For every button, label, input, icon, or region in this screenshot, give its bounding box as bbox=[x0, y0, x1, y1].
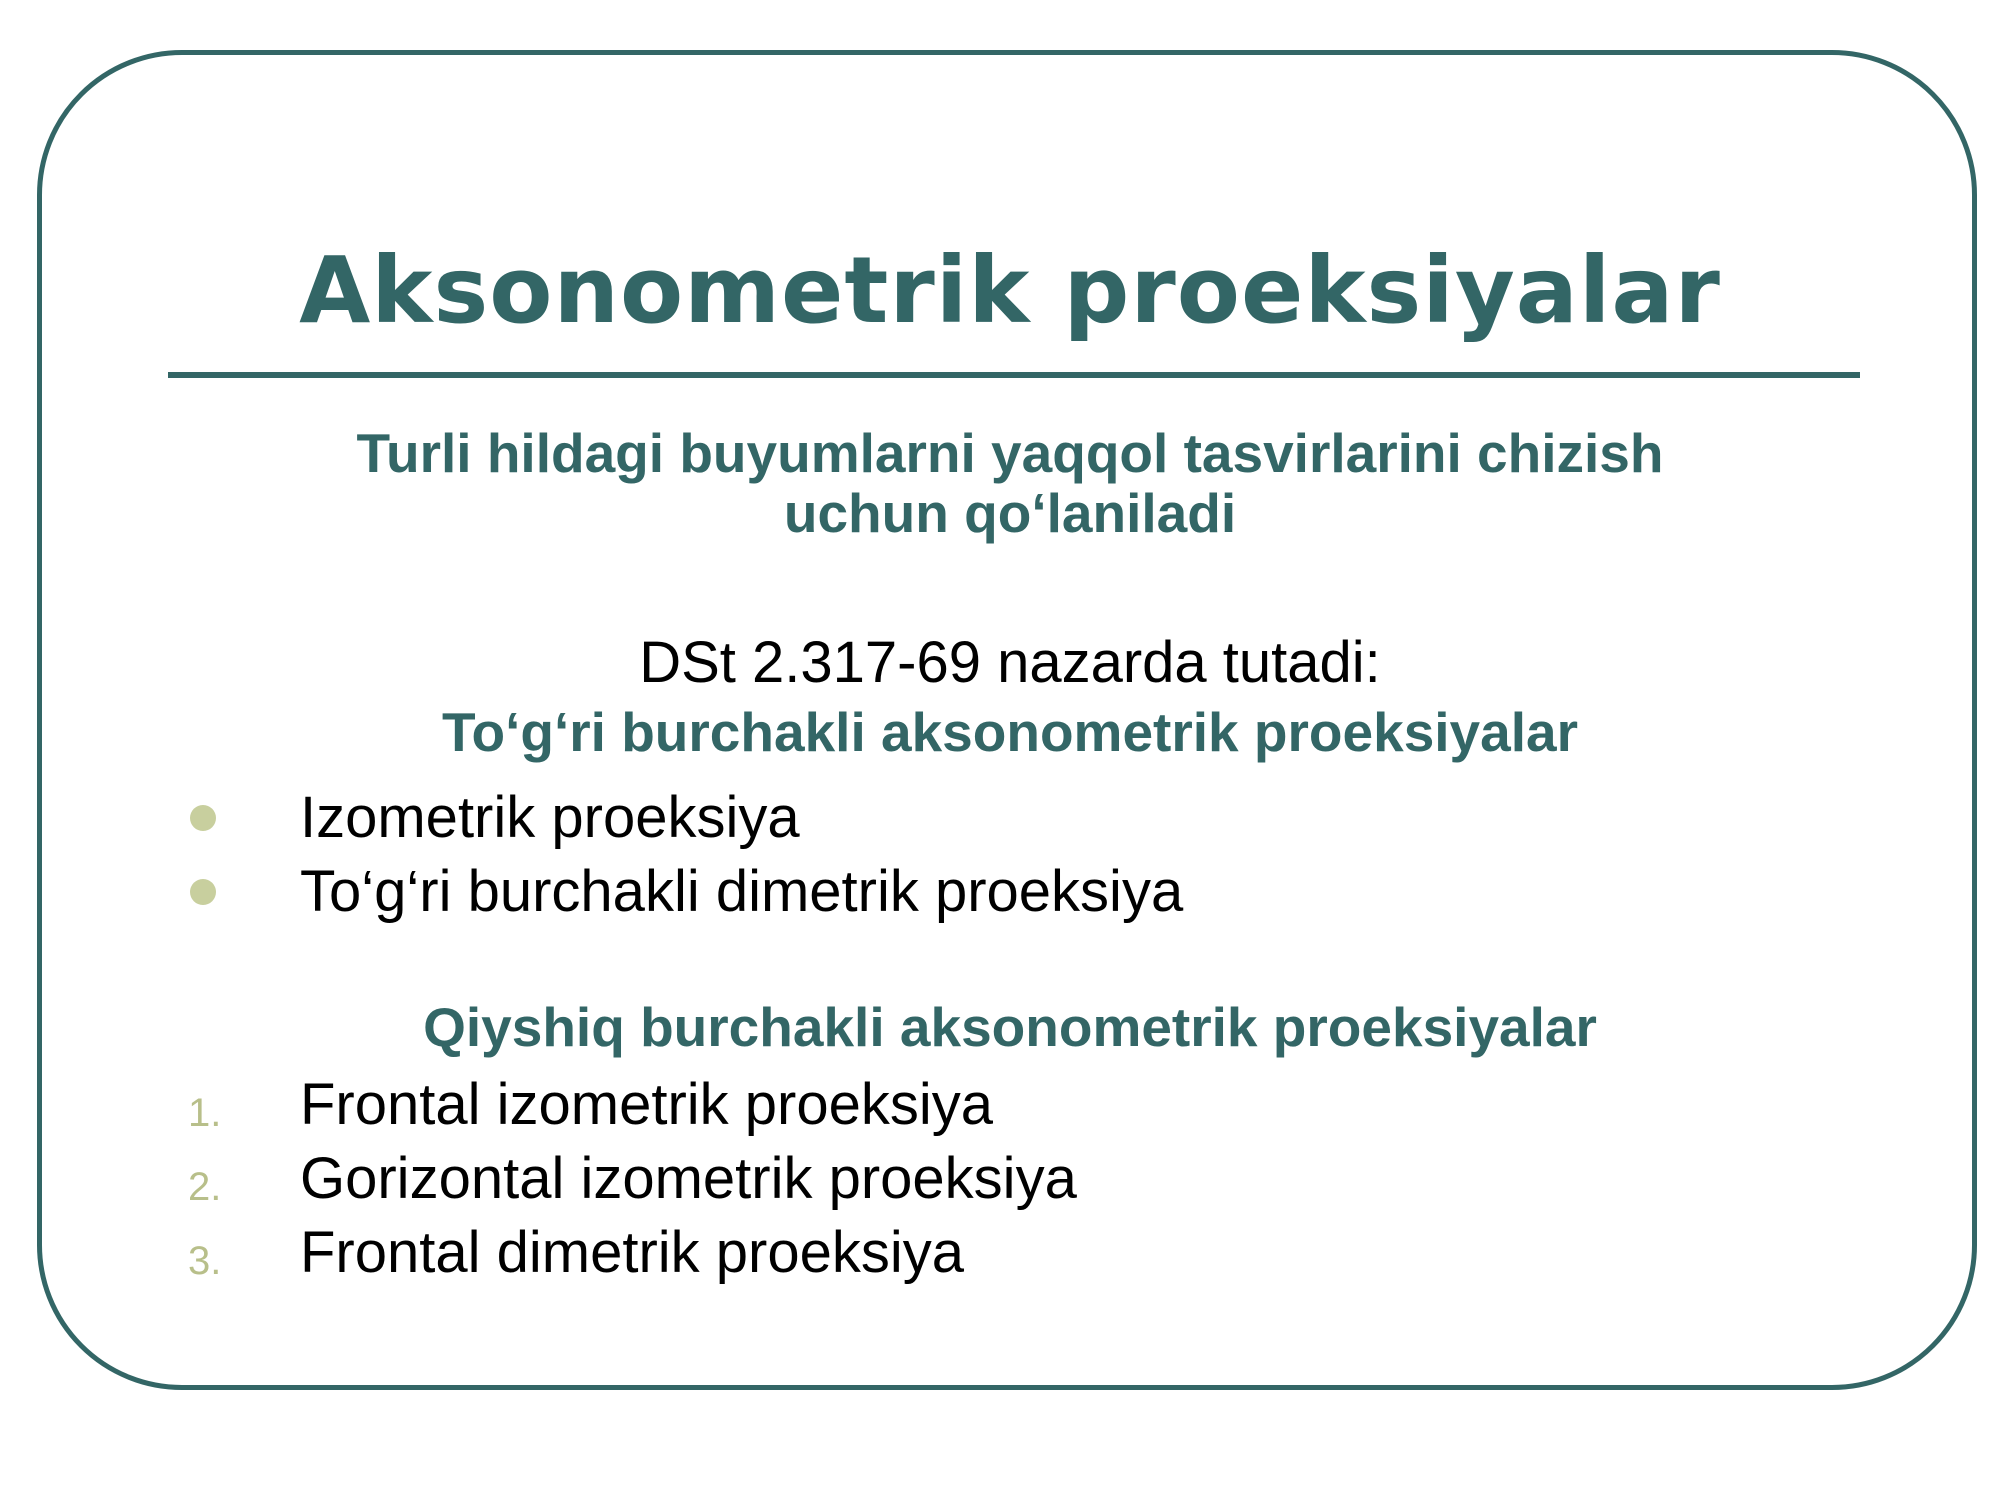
rectangular-section-heading: To‘g‘ri burchakli aksonometrik proeksiyalar bbox=[441, 701, 1579, 763]
list-number: 1. bbox=[188, 1091, 222, 1135]
standard-reference: DSt 2.317-69 nazarda tutadi: bbox=[639, 630, 1381, 695]
list-item: Frontal dimetrik proeksiya bbox=[300, 1220, 964, 1285]
slide-subtitle bbox=[160, 423, 1860, 543]
bullet-icon bbox=[190, 805, 216, 831]
slide-title: Aksonometrik proeksiyalar bbox=[299, 237, 1721, 344]
list-number: 3. bbox=[188, 1239, 222, 1283]
list-item: Gorizontal izometrik proeksiya bbox=[300, 1146, 1077, 1211]
bullet-icon bbox=[190, 879, 216, 905]
oblique-section-heading: Qiyshiq burchakli aksonometrik proeksiyalar bbox=[423, 996, 1597, 1058]
subtitle-line-2: uchun qo‘laniladi bbox=[783, 482, 1237, 544]
list-item: Izometrik proeksiya bbox=[300, 785, 800, 850]
subtitle-line-1: Turli hildagi buyumlarni yaqqol tasvirlarini chizish bbox=[356, 422, 1664, 484]
list-item: Frontal izometrik proeksiya bbox=[300, 1072, 993, 1137]
list-item: To‘g‘ri burchakli dimetrik proeksiya bbox=[300, 859, 1184, 924]
title-divider bbox=[168, 372, 1860, 378]
list-number: 2. bbox=[188, 1165, 222, 1209]
